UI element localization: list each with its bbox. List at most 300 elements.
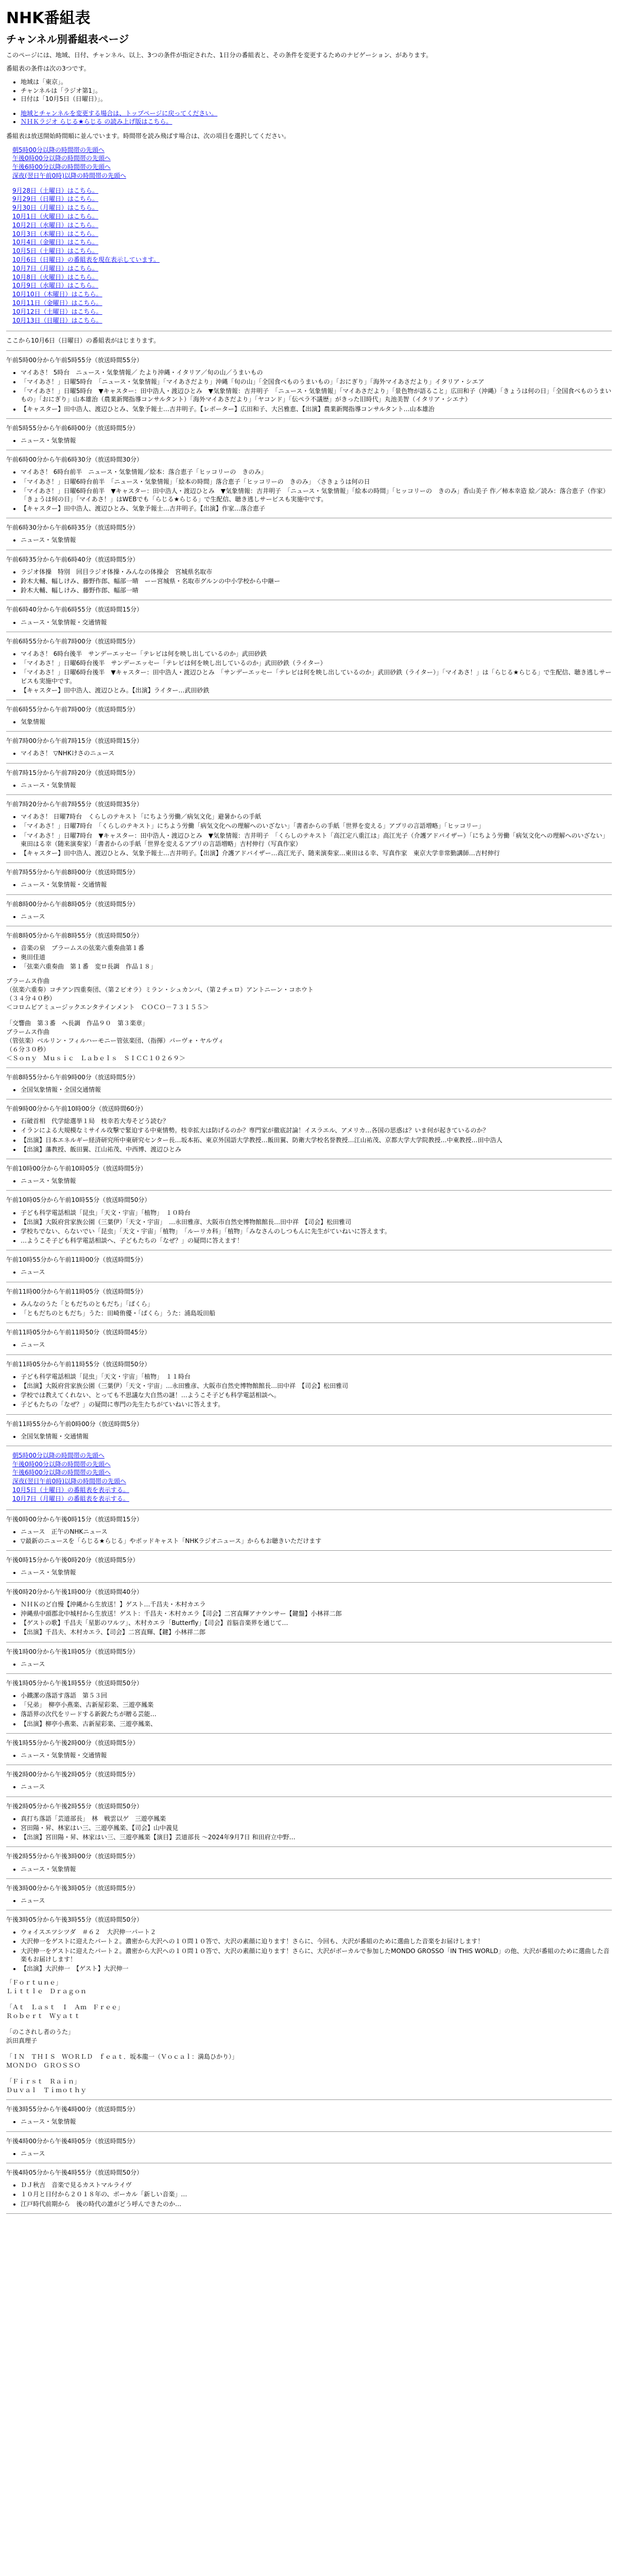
program-slot — [6, 1739, 612, 1759]
slot-time: 午後1時05分から午後1時55分（放送時間50分） — [6, 1679, 143, 1687]
program-item: • マイあさ！ 日曜7時台 くらしのテキスト「にちよう労働／病気文化」避暑からの手紙 — [21, 812, 612, 821]
program-item: • ▽最新のニュースを「らじる★らじる」やポッドキャスト「NHKラジオニュース」からもお聴きいただけます — [21, 1537, 612, 1545]
slot-items — [6, 568, 612, 595]
program-item: • ニュース — [21, 2149, 612, 2158]
time-jump-item[interactable] — [12, 1451, 612, 1460]
date-item[interactable] — [12, 187, 612, 195]
program-item: • 【ゲストの歌】千昌夫「星影のワルツ」、木村カエラ「Butterfly」【司会】首脳音楽界を通じて… — [21, 1619, 612, 1627]
date-item-link[interactable]: 9月30日（月曜日）はこちら。 — [12, 204, 98, 212]
divider — [6, 1190, 612, 1191]
program-item: • ＤＪ秋吉 音楽で見るカストマルライヴ — [21, 2181, 612, 2189]
date-item-link[interactable]: 10月6日（日曜日）の番組表を現在表示しています。 — [12, 256, 160, 264]
slot-items — [6, 1341, 612, 1349]
slot-items — [6, 1751, 612, 1759]
nav-item[interactable] — [21, 109, 612, 117]
time-jump-item[interactable] — [12, 154, 612, 163]
time-jump-item-link[interactable]: 午後6時00分以降の時間帯の先頭へ — [12, 1469, 111, 1477]
program-item: • 宮田陽・昇、林家はい三、三遊亭鳳楽、【司会】山中義見 — [21, 1824, 612, 1832]
program-slot — [6, 455, 612, 513]
nav-item-link[interactable]: ＮＨＫラジオ らじる★らじる の読み上げ版はこちら。 — [21, 118, 173, 126]
slot-time: 午後2時00分から午後2時05分（放送時間5分） — [6, 1771, 139, 1778]
program-item: • 大沢伸一をゲストに迎えたパート２。濃密から大沢への１０問１０答で、大沢の素顔に迫ります！さらに、大沢がボーカルで参加したMONDO GROSSO「IN THIS WORLD」の他、大沢が番組のために選曲した音楽もお届けします！ — [21, 1947, 612, 1963]
conditions-intro: 番組表の条件は次の3つです。 — [6, 65, 90, 73]
date-item[interactable] — [12, 316, 612, 325]
program-item: • ニュース・気象情報 — [21, 536, 612, 544]
slot-items — [6, 2117, 612, 2126]
date-item[interactable] — [12, 195, 612, 204]
program-slot — [6, 605, 612, 626]
program-item: • ＮＨＫのど自慢【沖縄から生放送！】ゲスト…千昌夫・木村カエラ — [21, 1600, 612, 1608]
time-jump-item[interactable] — [12, 1468, 612, 1477]
program-item: • １０月と日付から２０１８年の、ボーカル「新しい音楽」… — [21, 2190, 612, 2198]
date-item-link[interactable]: 10月3日（木曜日）はこちら。 — [12, 230, 98, 238]
time-jump-item-link[interactable]: 朝5時00分以降の時間帯の先頭へ — [12, 146, 105, 154]
nav-links — [6, 109, 612, 126]
note-line: 「ＩＮ ＴＨＩＳ ＷＯＲＬＤ ｆｅａｔ．坂本龍一（Ｖｏｃａｌ：満島ひかり）」 — [6, 2053, 238, 2061]
divider — [6, 350, 612, 351]
slot-time: 午前6時00分から午前6時30分（放送時間30分） — [6, 456, 143, 464]
date-item[interactable] — [12, 273, 612, 282]
program-item: • 大沢伸一をゲストに迎えたパート２。濃密から大沢への１０問１０答で、大沢の素顔に迫ります！さらに、今回も、大沢が番組のために選曲した音楽をお届けします！ — [21, 1937, 612, 1945]
program-item: • ニュース — [21, 1268, 612, 1276]
program-item: • 「マイあさ！」日曜6時台前半 「ニュース・気象情報」「絵本の時間」落合恵子「ヒッコリーの きのみ」 〈さきょうは何の日 — [21, 478, 612, 486]
note-line: ＭＯＮＤＯ ＧＲＯＳＳＯ — [6, 2062, 81, 2070]
note-line: 「Ｆｏｒｔｕｎｅ」 — [6, 1979, 62, 1987]
program-item: • 子どもたちの「なぜ？」の疑問に専門の先生たちがていねいに答えます。 — [21, 1400, 612, 1409]
note-line: （３４分４０秒） — [6, 994, 56, 1002]
program-item: • 【出演】日本エネルギー経済研究所中東研究センター長…坂本拓、東京外国語大学教授…飯田翼、防衛大学校名誉教授…江山祐茂、京都大学大学院教授…中東教授…田中浩人 — [21, 1136, 612, 1144]
program-item: • 気象情報 — [21, 718, 612, 726]
slot-items — [6, 812, 612, 857]
program-item: • 「マイあさ！」日曜7時台 「くらしのテキスト」にちよう労働「病気文化への理解へのいざない」「書者からの手紙「世界を変える」アプリの言語増略」「ヒッコリー」 — [21, 822, 612, 830]
program-slot — [6, 737, 612, 757]
slot-items — [6, 718, 612, 726]
time-jump-item-link[interactable]: 午後0時00分以降の時間帯の先頭へ — [12, 1460, 111, 1468]
slot-time: 午前8時05分から午前8時55分（放送時間50分） — [6, 931, 143, 939]
divider — [6, 1550, 612, 1551]
date-item-link[interactable]: 10月1日（火曜日）はこちら。 — [12, 213, 98, 221]
divider — [6, 1414, 612, 1415]
date-item[interactable] — [12, 221, 612, 230]
divider — [6, 1067, 612, 1068]
program-slot — [6, 2168, 612, 2208]
date-item[interactable] — [12, 238, 612, 247]
program-slot — [6, 1105, 612, 1154]
nav-item-link[interactable]: 地域とチャンネルを変更する場合は、トップページに戻ってください。 — [21, 109, 218, 117]
time-jump-links-2 — [6, 1451, 612, 1503]
slot-items — [6, 1568, 612, 1577]
slot-time: 午後2時05分から午後2時55分（放送時間50分） — [6, 1802, 143, 1810]
time-jump-item[interactable] — [12, 1477, 612, 1486]
program-slot — [6, 1073, 612, 1094]
program-slot — [6, 637, 612, 694]
slot-items — [6, 1691, 612, 1728]
slot-time: 午後3時55分から午後4時00分（放送時間5分） — [6, 2106, 139, 2113]
note-line — [6, 2070, 612, 2077]
time-jump-item[interactable] — [12, 1495, 612, 1503]
program-slot — [6, 868, 612, 889]
slot-time: 午前5時55分から午前6時00分（放送時間5分） — [6, 424, 139, 432]
program-item: • 音楽の泉 ブラームスの弦楽六重奏曲第１番 — [21, 944, 612, 952]
slot-time: 午後3時00分から午後3時05分（放送時間5分） — [6, 1884, 139, 1892]
program-item: • ラジオ体操 特別 回目ラジオ体操・みんなの体操会 宮城県名取市 — [21, 568, 612, 576]
slot-time: 午前6時55分から午前7時00分（放送時間5分） — [6, 637, 139, 645]
program-item: • ニュース・気象情報・交通情報 — [21, 1751, 612, 1759]
time-jump-item[interactable] — [12, 1486, 612, 1495]
note-line: ブラームス作曲 — [6, 1028, 50, 1036]
date-item-link[interactable]: 10月10日（木曜日）はこちら。 — [12, 291, 102, 298]
program-item: • 子ども科学電話相談「昆虫」「天文・宇宙」「植物」 １１時台 — [21, 1372, 612, 1381]
slot-notes — [6, 1978, 612, 2094]
program-slot — [6, 1802, 612, 1842]
program-item: • マイあさ！ ▽NHKけさのニュース — [21, 749, 612, 757]
program-item: • 江戸時代前期から 後の時代の誰がどう呼んできたのか… — [21, 2200, 612, 2208]
note-line: ＜Ｓｏｎｙ Ｍｕｓｉｃ Ｌａｂｅｌｓ ＳＩＣＣ１０２６９＞ — [6, 1054, 186, 1062]
divider — [6, 1582, 612, 1583]
slot-items — [6, 1896, 612, 1905]
date-item-link[interactable]: 10月4日（金曜日）はこちら。 — [12, 239, 98, 246]
program-item: • 鈴木大輔、幅しけみ、藤野作郎、幅部一晴 ーー宮城県・名取市グルンの中小学校から中継ー — [21, 577, 612, 585]
date-item[interactable] — [12, 230, 612, 239]
date-item-link[interactable]: 10月8日（火曜日）はこちら。 — [12, 273, 98, 281]
slot-items — [6, 2181, 612, 2208]
date-item-link[interactable]: 10月5日（土曜日）はこちら。 — [12, 247, 98, 255]
date-item[interactable] — [12, 204, 612, 212]
program-slot — [6, 1328, 612, 1349]
program-item: • 【出演】大阪府営家族公園（三葉伊）「天文・宇宙」 …永田雅彦、大阪市自然史博物館館長…田中祥 【司会】松田雅司 — [21, 1218, 612, 1226]
slot-items — [6, 1177, 612, 1185]
slot-items — [6, 436, 612, 445]
slot-time: 午前10時05分から午前10時55分（放送時間50分） — [6, 1196, 151, 1204]
program-slot — [6, 800, 612, 857]
slot-time: 午後0時20分から午後1時00分（放送時間40分） — [6, 1588, 143, 1596]
slot-time: 午後1時55分から午後2時00分（放送時間5分） — [6, 1739, 139, 1747]
slot-time: 午前6時55分から午前7時00分（放送時間5分） — [6, 705, 139, 713]
slot-time: 午前8時55分から午前9時00分（放送時間5分） — [6, 1073, 139, 1081]
note-line: 「Ｆｉｒｓｔ Ｒａｉｎ」 — [6, 2078, 81, 2086]
program-item: • 【出演】宮田陽・昇、林家はい三、三遊亭鳳楽【演目】芸道部長 ～2024年9月7日 和田府立中野… — [21, 1833, 612, 1841]
slot-time: 午後1時00分から午後1時05分（放送時間5分） — [6, 1648, 139, 1655]
program-item: • 「ともだちのともだち」うた：田崎侑優・「ぱくら」うた：浦島坂田船 — [21, 1309, 612, 1317]
program-item: • ニュース・気象情報 — [21, 1177, 612, 1185]
slot-items — [6, 1928, 612, 1973]
program-slot — [6, 1679, 612, 1728]
page-title: NHK番組表 — [6, 9, 91, 27]
program-item: • マイあさ！ 5時台 ニュース・気象情報／ たより沖縄・イタリア／旬の山／うまいもの — [21, 368, 612, 377]
slot-items — [6, 912, 612, 921]
program-item: • 【出演】千昌夫、木村カエラ、【司会】二宮直輝、【鍵】小林祥二郎 — [21, 1628, 612, 1636]
program-item: • 全国気象情報・全国交通情報 — [21, 1086, 612, 1094]
program-item: • 【出演】柳亭小燕楽、古新屋彩楽、三遊亭鳳楽、 — [21, 1720, 612, 1728]
divider — [6, 894, 612, 895]
nav-item[interactable] — [21, 117, 612, 126]
program-slot — [6, 1556, 612, 1577]
program-slot — [6, 769, 612, 789]
program-item: • 「弦楽六重奏曲 第１番 変ロ長調 作品１８」 — [21, 962, 612, 971]
program-slot — [6, 424, 612, 445]
slot-time: 午前6時35分から午前6時40分（放送時間5分） — [6, 555, 139, 563]
note-line: Ｒｏｂｅｒｔ Ｗｙａｔｔ — [6, 2012, 81, 2020]
slot-items — [6, 1528, 612, 1545]
program-item: • 「マイあさ！」日曜7時台 ▼キャスター：田中浩人・渡辺ひとみ ▼気象情報：吉井明子 「くらしのテキスト「高江定八重江は」高江光子（介護アドバイザー）「にちよう労働「病気文化への理解へのいざない」東田はる幸（随来演奏家）「書者からの手紙「世界を変えるアプリの言語増略」吉村伸行（写真作家） — [21, 832, 612, 848]
slot-items — [6, 536, 612, 544]
program-slot — [6, 1588, 612, 1637]
note-line: （弦楽六重奏）コチアン四重奏団、（第２ビオラ）ミラン・シュカンパ、（第２チェロ）アントニーン・コホウト — [6, 986, 314, 993]
program-item: • みんなのうた「ともだちのともだち」「ぱくら」 — [21, 1300, 612, 1308]
divider — [6, 1733, 612, 1734]
slot-time: 午前10時00分から午前10時05分（放送時間5分） — [6, 1164, 147, 1172]
program-slot — [6, 1256, 612, 1276]
time-jump-item-link[interactable]: 10月7日（月曜日）の番組表を表示する。 — [12, 1495, 129, 1502]
slot-time: 午前8時00分から午前8時05分（放送時間5分） — [6, 900, 139, 908]
slot-items — [6, 1600, 612, 1637]
date-item-link[interactable]: 10月9日（水曜日）はこちら。 — [12, 282, 98, 290]
time-jump-item[interactable] — [12, 172, 612, 180]
note-line — [6, 1995, 612, 2003]
schedule-block-a — [6, 356, 612, 926]
divider — [6, 2213, 612, 2214]
slot-items — [6, 1300, 612, 1317]
slot-time: 午前9時00分から午前10時00分（放送時間60分） — [6, 1105, 147, 1112]
program-item: • 石破首相 代学総選挙１局 枝幸若大寿そどう読む？ — [21, 1117, 612, 1125]
time-jump-item-link[interactable]: 10月5日（土曜日）の番組表を表示する。 — [12, 1486, 129, 1494]
date-item[interactable] — [12, 299, 612, 308]
program-item: • ニュース・気象情報 — [21, 1568, 612, 1577]
note-line: 浜田真理子 — [6, 2037, 38, 2045]
program-item: • 学校ちでない、らないでい「昆虫」「天文・宇宙」「植物」 「ルーリカ科」「植物」「みなさんのしつもんに先生がていねいに答えます。 — [21, 1227, 612, 1235]
slot-time: 午前7時55分から午前8時00分（放送時間5分） — [6, 869, 139, 876]
condition-item: • チャンネルは「ラジオ第1」。 — [21, 87, 612, 95]
program-item: • 小鐵潔の落語す落語 第５３回 — [21, 1691, 612, 1700]
slot-time: 午前7時00分から午前7時15分（放送時間15分） — [6, 737, 143, 745]
schedule-intro: ここから10月6日（日曜日）の番組表がはじまります。 — [6, 337, 160, 345]
program-item: • 【キャスター】田中浩人、渡辺ひとみ、気象予報士…吉井明子。【出演】作家…落合恵子 — [21, 504, 612, 513]
time-jump-item-link[interactable]: 午後6時00分以降の時間帯の先頭へ — [12, 163, 111, 171]
time-jump-item[interactable] — [12, 146, 612, 155]
slot-time: 午前6時40分から午前6時55分（放送時間15分） — [6, 606, 143, 614]
program-item: • 【キャスター】田中浩人、渡辺ひとみ、気象予報士…吉井明子。【出演】介護アドバイザー…高江光子、随来演奏家…東田はる幸、写真作家 東京大学非常勤講師…吉村伸行 — [21, 849, 612, 857]
slot-notes — [6, 976, 612, 1062]
divider — [6, 731, 612, 732]
date-item[interactable] — [12, 308, 612, 316]
program-item: • 「兄弟」 柳亭小燕楽、古新屋彩楽、三遊亭鳳楽 — [21, 1701, 612, 1709]
program-item: • ニュース・気象情報 — [21, 436, 612, 445]
program-slot — [6, 555, 612, 595]
note-line: Ｌｉｔｔｌｅ Ｄｒａｇｏｎ — [6, 1988, 87, 1995]
program-slot — [6, 1360, 612, 1409]
slot-time: 午後4時05分から午後4時55分（放送時間50分） — [6, 2168, 143, 2176]
program-item: • 学校では教えてくれない、とっても不思議な大自然の謎！…ようこそ子ども科学電話相談へ。 — [21, 1391, 612, 1399]
note-line: Ｄｕｖａｌ Ｔｉｍｏｔｈｙ — [6, 2087, 87, 2094]
divider — [6, 1878, 612, 1879]
program-item: • 落語界の次代をリードする新鋭たちが贈る芸能… — [21, 1710, 612, 1718]
slot-items — [6, 944, 612, 971]
note-line: 「交響曲 第３番 ヘ長調 作品９０ 第３楽章」 — [6, 1019, 149, 1027]
program-slot — [6, 1648, 612, 1668]
program-item: • 真打ち落語「芸道部長」 林 戦雲以ゲ 三遊亭鳳楽 — [21, 1815, 612, 1823]
program-slot — [6, 356, 612, 413]
slot-time: 午前11時55分から午前0時00分（放送時間5分） — [6, 1420, 143, 1428]
program-slot — [6, 705, 612, 726]
date-item-link[interactable]: 10月12日（土曜日）はこちら。 — [12, 308, 102, 315]
date-intro: 番組表は放送開始時間順に並んでいます。時間帯を読み飛ばす場合は、次の項目を選択してください。 — [6, 132, 290, 140]
program-item: • マイあさ！ 6時台前半 ニュース・気象情報／絵本：落合恵子「ヒッコリーの きのみ」 — [21, 468, 612, 476]
program-item: • …ようこそ子ども科学電話相談へ、子どもたちの「なぜ？」の疑問に答えます！ — [21, 1236, 612, 1245]
divider — [6, 1673, 612, 1674]
time-jump-item-link[interactable]: 午後0時00分以降の時間帯の先頭へ — [12, 155, 111, 162]
program-item: • ニュース — [21, 1783, 612, 1791]
slot-time: 午後4時00分から午後4時05分（放送時間5分） — [6, 2137, 139, 2145]
program-item: • ニュース — [21, 912, 612, 921]
slot-time: 午前6時30分から午前6時35分（放送時間5分） — [6, 524, 139, 532]
schedule-block-d — [6, 2105, 612, 2214]
slot-items — [6, 1117, 612, 1154]
date-item[interactable] — [12, 212, 612, 221]
slot-time: 午前10時55分から午前11時00分（放送時間5分） — [6, 1256, 147, 1264]
slot-items — [6, 880, 612, 889]
program-item: • ニュース — [21, 1660, 612, 1668]
time-jump-item[interactable] — [12, 163, 612, 172]
divider — [6, 2099, 612, 2100]
date-item-link[interactable]: 10月7日（月曜日）はこちら。 — [12, 264, 98, 272]
note-line: ブラームス作曲 — [6, 977, 50, 985]
date-item-link[interactable]: 10月2日（水曜日）はこちら。 — [12, 221, 98, 229]
divider — [6, 2131, 612, 2132]
date-item[interactable] — [12, 247, 612, 256]
slot-time: 午後2時55分から午後3時00分（放送時間5分） — [6, 1853, 139, 1860]
slot-items — [6, 749, 612, 757]
program-item: • 【出演】大阪府営家族公園（三葉伊）「天文・宇宙」…永田雅彦、大阪市自然史博物館館長…田中祥 【司会】松田雅司 — [21, 1382, 612, 1390]
program-slot — [6, 1884, 612, 1905]
note-line: （管弦楽）ベルリン・フィルハーモニー管弦楽団、（指揮）パーヴォ・ヤルヴィ — [6, 1037, 224, 1044]
slot-items — [6, 1783, 612, 1791]
program-item: • ニュース・気象情報・交通情報 — [21, 880, 612, 889]
program-slot — [6, 1770, 612, 1791]
slot-time: 午前11時05分から午前11時55分（放送時間50分） — [6, 1360, 151, 1368]
program-slot — [6, 1287, 612, 1318]
note-line: （６分３０秒） — [6, 1045, 50, 1053]
program-slot — [6, 1196, 612, 1245]
date-links — [6, 187, 612, 325]
divider — [6, 763, 612, 764]
page-subtitle: チャンネル別番組表ページ — [6, 33, 129, 45]
program-item: • 「マイあさ！」日曜6時台後半 ▼キャスター：田中浩人・渡辺ひとみ 「サンデーエッセー「テレビは何を映し出しているのか」武田砂鉄（ライター）」「マイあさ！」は「らじる★らじる」で生配信、聴き逃しサービスも実施中です。 — [21, 668, 612, 685]
time-jump-item-link[interactable]: 朝5時00分以降の時間帯の先頭へ — [12, 1451, 105, 1459]
slot-items — [6, 2149, 612, 2158]
program-item: • ニュース 正午のNHKニュース — [21, 1528, 612, 1536]
time-jump-links — [6, 146, 612, 180]
slot-items — [6, 1815, 612, 1842]
slot-items — [6, 618, 612, 626]
slot-time: 午前7時20分から午前7時55分（放送時間35分） — [6, 801, 143, 808]
time-jump-item-link[interactable]: 深夜(翌日午前0時)以降の時間帯の先頭へ — [12, 1478, 126, 1485]
time-jump-item-link[interactable]: 深夜(翌日午前0時)以降の時間帯の先頭へ — [12, 172, 126, 179]
slot-time: 午前5時00分から午前5時55分（放送時間55分） — [6, 356, 143, 364]
program-item: • 【キャスター】田中浩人、渡辺ひとみ、気象予報士…吉井明子。【レポーター】広田和子、大呂雅恵、【出演】農業新聞指導コンサルタント…山本雄治 — [21, 405, 612, 413]
program-item: • 沖縄県中頭郡北中城村から生放送！ゲスト：千昌夫・木村カエラ【司会】二宮直輝アナウンサー【鍵盤】小林祥二郎 — [21, 1609, 612, 1618]
program-item: • ニュース・気象情報 — [21, 781, 612, 789]
program-slot — [6, 1515, 612, 1546]
date-item-link[interactable]: 10月13日（日曜日）はこちら。 — [12, 316, 102, 324]
schedule-block-b — [6, 1073, 612, 1446]
slot-items — [6, 1865, 612, 1873]
slot-items — [6, 468, 612, 513]
intro-text: このページには、地域、日付、チャンネル、以上、3つの条件が指定された、1日分の番組表と、その条件を変更するためのナビゲーション、があります。 — [6, 52, 432, 59]
program-item: • 【キャスター】田中浩人、渡辺ひとみ。【出演】ライター…武田砂鉄 — [21, 686, 612, 694]
program-slot — [6, 900, 612, 921]
schedule-block-c — [6, 1515, 612, 1910]
slot-time: 午前11時00分から午前11時05分（放送時間5分） — [6, 1287, 147, 1295]
divider — [6, 794, 612, 795]
slot-items — [6, 1268, 612, 1276]
condition-item: • 地域は「東京」。 — [21, 78, 612, 86]
date-item[interactable] — [12, 281, 612, 290]
condition-item: • 日付は「10月5日（日曜日）」。 — [21, 95, 612, 103]
program-item: • 奥田佳道 — [21, 953, 612, 961]
program-item: • 【出演】大沢伸一 【ゲスト】大沢伸一 — [21, 1964, 612, 1973]
note-line — [6, 2020, 612, 2027]
slot-items — [6, 1372, 612, 1409]
program-slot — [6, 523, 612, 544]
slot-items — [6, 368, 612, 413]
slot-time: 午前7時15分から午前7時20分（放送時間5分） — [6, 769, 139, 776]
program-item: • 「マイあさ！」日曜6時台前半 ▼キャスター：田中浩人・渡辺ひとみ ▼気象情報：吉井明子 「ニュース・気象情報」「絵本の時間」「ヒッコリーの きのみ」香山美子 作／柿本幸造 絵／読み：落合恵子（作家）「きょうは何の日」「マイあさ！」はWEBでも「らじる★らじる」で生配信、聴き逃しサービスも実施中です。 — [21, 487, 612, 503]
program-slot-music — [6, 1916, 612, 2094]
divider — [6, 1846, 612, 1847]
program-slot — [6, 1420, 612, 1440]
note-line: 「Ａｔ Ｌａｓｔ Ｉ Ａｍ Ｆｒｅｅ」 — [6, 2004, 124, 2011]
note-line — [6, 2045, 612, 2052]
program-item: • マイあさ！ 6時台後半 サンデーエッセー「テレビは何を映し出しているのか」武田砂鉄 — [21, 650, 612, 658]
slot-items — [6, 1432, 612, 1440]
date-item[interactable] — [12, 264, 612, 273]
date-item-link[interactable]: 9月28日（土曜日）はこちら。 — [12, 187, 98, 194]
slot-time: 午後0時15分から午後0時20分（放送時間5分） — [6, 1556, 139, 1564]
slot-items — [6, 781, 612, 789]
program-slot-classical — [6, 931, 612, 1062]
program-item: • ニュース — [21, 1896, 612, 1905]
note-line — [6, 1011, 612, 1019]
divider — [6, 862, 612, 863]
slot-time: 午後3時05分から午後3時55分（放送時間50分） — [6, 1916, 143, 1924]
date-item[interactable] — [12, 290, 612, 299]
program-slot — [6, 2137, 612, 2158]
time-jump-item[interactable] — [12, 1460, 612, 1469]
program-item: • 【出演】藩教授、飯田翼、江山祐茂、中西博、渡辺ひとみ — [21, 1145, 612, 1154]
date-item-link[interactable]: 9月29日（日曜日）はこちら。 — [12, 195, 98, 203]
date-item[interactable] — [12, 256, 612, 264]
program-item: • ニュース・気象情報 — [21, 2117, 612, 2126]
program-slot — [6, 1852, 612, 1873]
date-item-link[interactable]: 10月11日（金曜日）はこちら。 — [12, 299, 102, 307]
program-item: • 鈴木大輔、幅しけみ、藤野作郎、幅部一晴 — [21, 586, 612, 595]
slot-items — [6, 650, 612, 694]
conditions-list — [6, 78, 612, 103]
program-item: • 全国気象情報・交通情報 — [21, 1432, 612, 1440]
slot-items — [6, 1209, 612, 1245]
note-line: 「のこされし者のうた」 — [6, 2028, 75, 2036]
program-item: • ニュース・気象情報・交通情報 — [21, 618, 612, 626]
slot-time: 午後0時00分から午後0時15分（放送時間15分） — [6, 1515, 143, 1523]
program-item: • ニュース・気象情報 — [21, 1865, 612, 1873]
program-item: • 子ども科学電話相談「昆虫」「天文・宇宙」「植物」 １０時台 — [21, 1209, 612, 1217]
divider — [6, 418, 612, 419]
program-item: • ニュース — [21, 1341, 612, 1349]
program-item: • ウォイスエツシツダ ＃６２ 大沢伸一パート２ — [21, 1928, 612, 1936]
slot-time: 午前11時05分から午前11時50分（放送時間45分） — [6, 1329, 151, 1336]
program-slot — [6, 1164, 612, 1185]
slot-items — [6, 1086, 612, 1094]
